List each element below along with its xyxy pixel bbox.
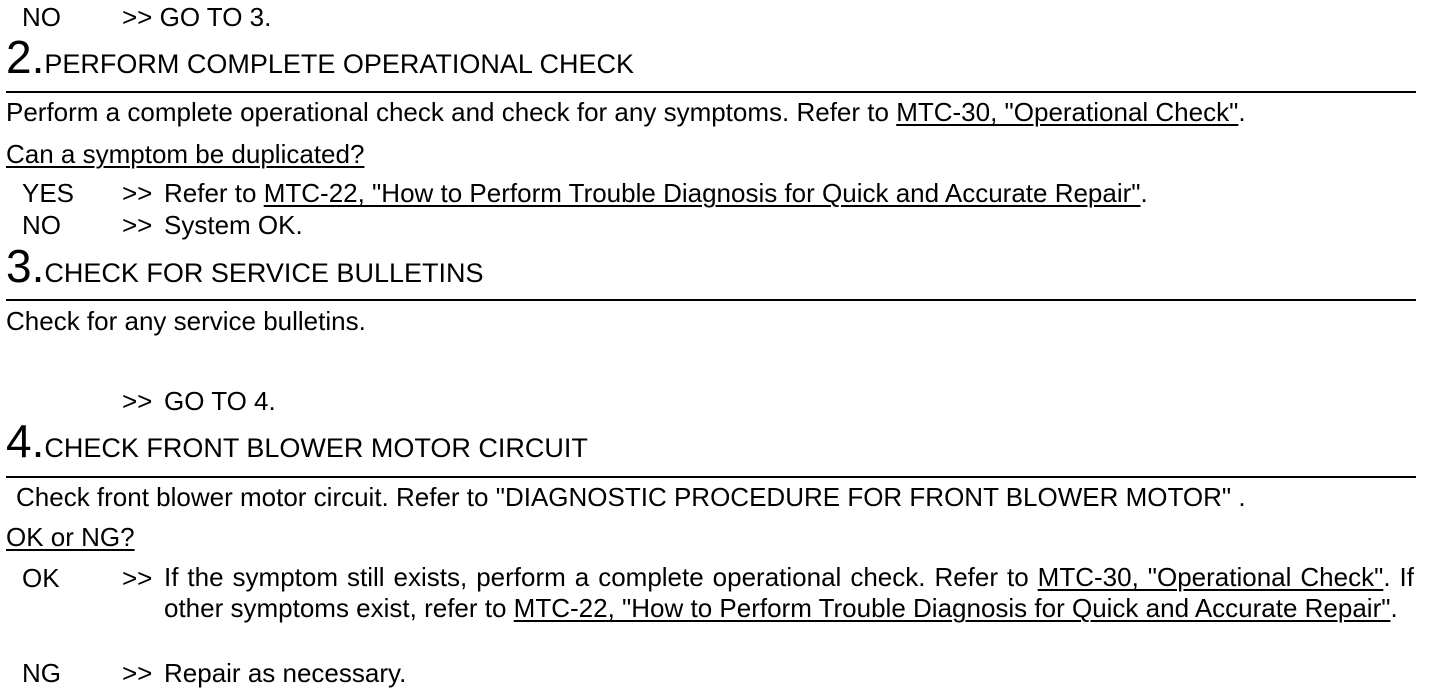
step-2-number: 2. (6, 31, 45, 83)
step-2-heading (6, 31, 634, 83)
step-4-divider (6, 476, 1416, 478)
answer-ng-label: NG (22, 658, 61, 688)
step-3-body: Check for any service bulletins. (6, 306, 366, 336)
operational-check-link[interactable]: MTC-30, "Operational Check" (896, 97, 1239, 127)
step-3-heading (6, 240, 484, 292)
answer-action: >> GO TO 3. (122, 2, 272, 32)
step-2-divider (6, 91, 1416, 93)
answer-ok-text: If the symptom still exists, perform a complete operational check. Refer to MTC-30, "Operational Check". If other symptoms exist, refer to MTC-22, "How to Perform Trouble Diagnosis for Quick and Accurate Repair". (164, 562, 1414, 623)
operational-check-link[interactable]: MTC-30, "Operational Check" (1037, 562, 1384, 592)
step-2-body: Perform a complete operational check and check for any symptoms. Refer to MTC-30, "Operational Check". (6, 97, 1246, 127)
answer-no-text: System OK. (164, 210, 303, 240)
answer-no-label: NO (22, 210, 61, 240)
answer-yes-label: YES (22, 178, 75, 208)
step-3-divider (6, 299, 1416, 301)
answer-yes-text: Refer to MTC-22, "How to Perform Trouble Diagnosis for Quick and Accurate Repair". (164, 178, 1148, 208)
step-3-number: 3. (6, 240, 45, 292)
trouble-diagnosis-link[interactable]: MTC-22, "How to Perform Trouble Diagnosis for Quick and Accurate Repair" (263, 178, 1141, 208)
answer-ok-label: OK (22, 563, 60, 593)
step-4-number: 4. (6, 415, 45, 467)
step-4-body: Check front blower motor circuit. Refer to "DIAGNOSTIC PROCEDURE FOR FRONT BLOWER MOTOR" . (16, 482, 1246, 512)
answer-ng-text: Repair as necessary. (164, 658, 407, 688)
step-3-action: GO TO 4. (164, 386, 276, 416)
step-4-title: CHECK FRONT BLOWER MOTOR CIRCUIT (44, 433, 588, 463)
trouble-diagnosis-link[interactable]: MTC-22, "How to Perform Trouble Diagnosis for Quick and Accurate Repair" (513, 593, 1391, 623)
answer-no-label: NO (22, 2, 61, 32)
step-2-title: PERFORM COMPLETE OPERATIONAL CHECK (44, 49, 634, 79)
step-2-question: Can a symptom be duplicated? (6, 139, 365, 169)
step-4-question: OK or NG? (6, 522, 135, 552)
step-3-title: CHECK FOR SERVICE BULLETINS (44, 258, 484, 288)
step-4-heading (6, 415, 588, 467)
